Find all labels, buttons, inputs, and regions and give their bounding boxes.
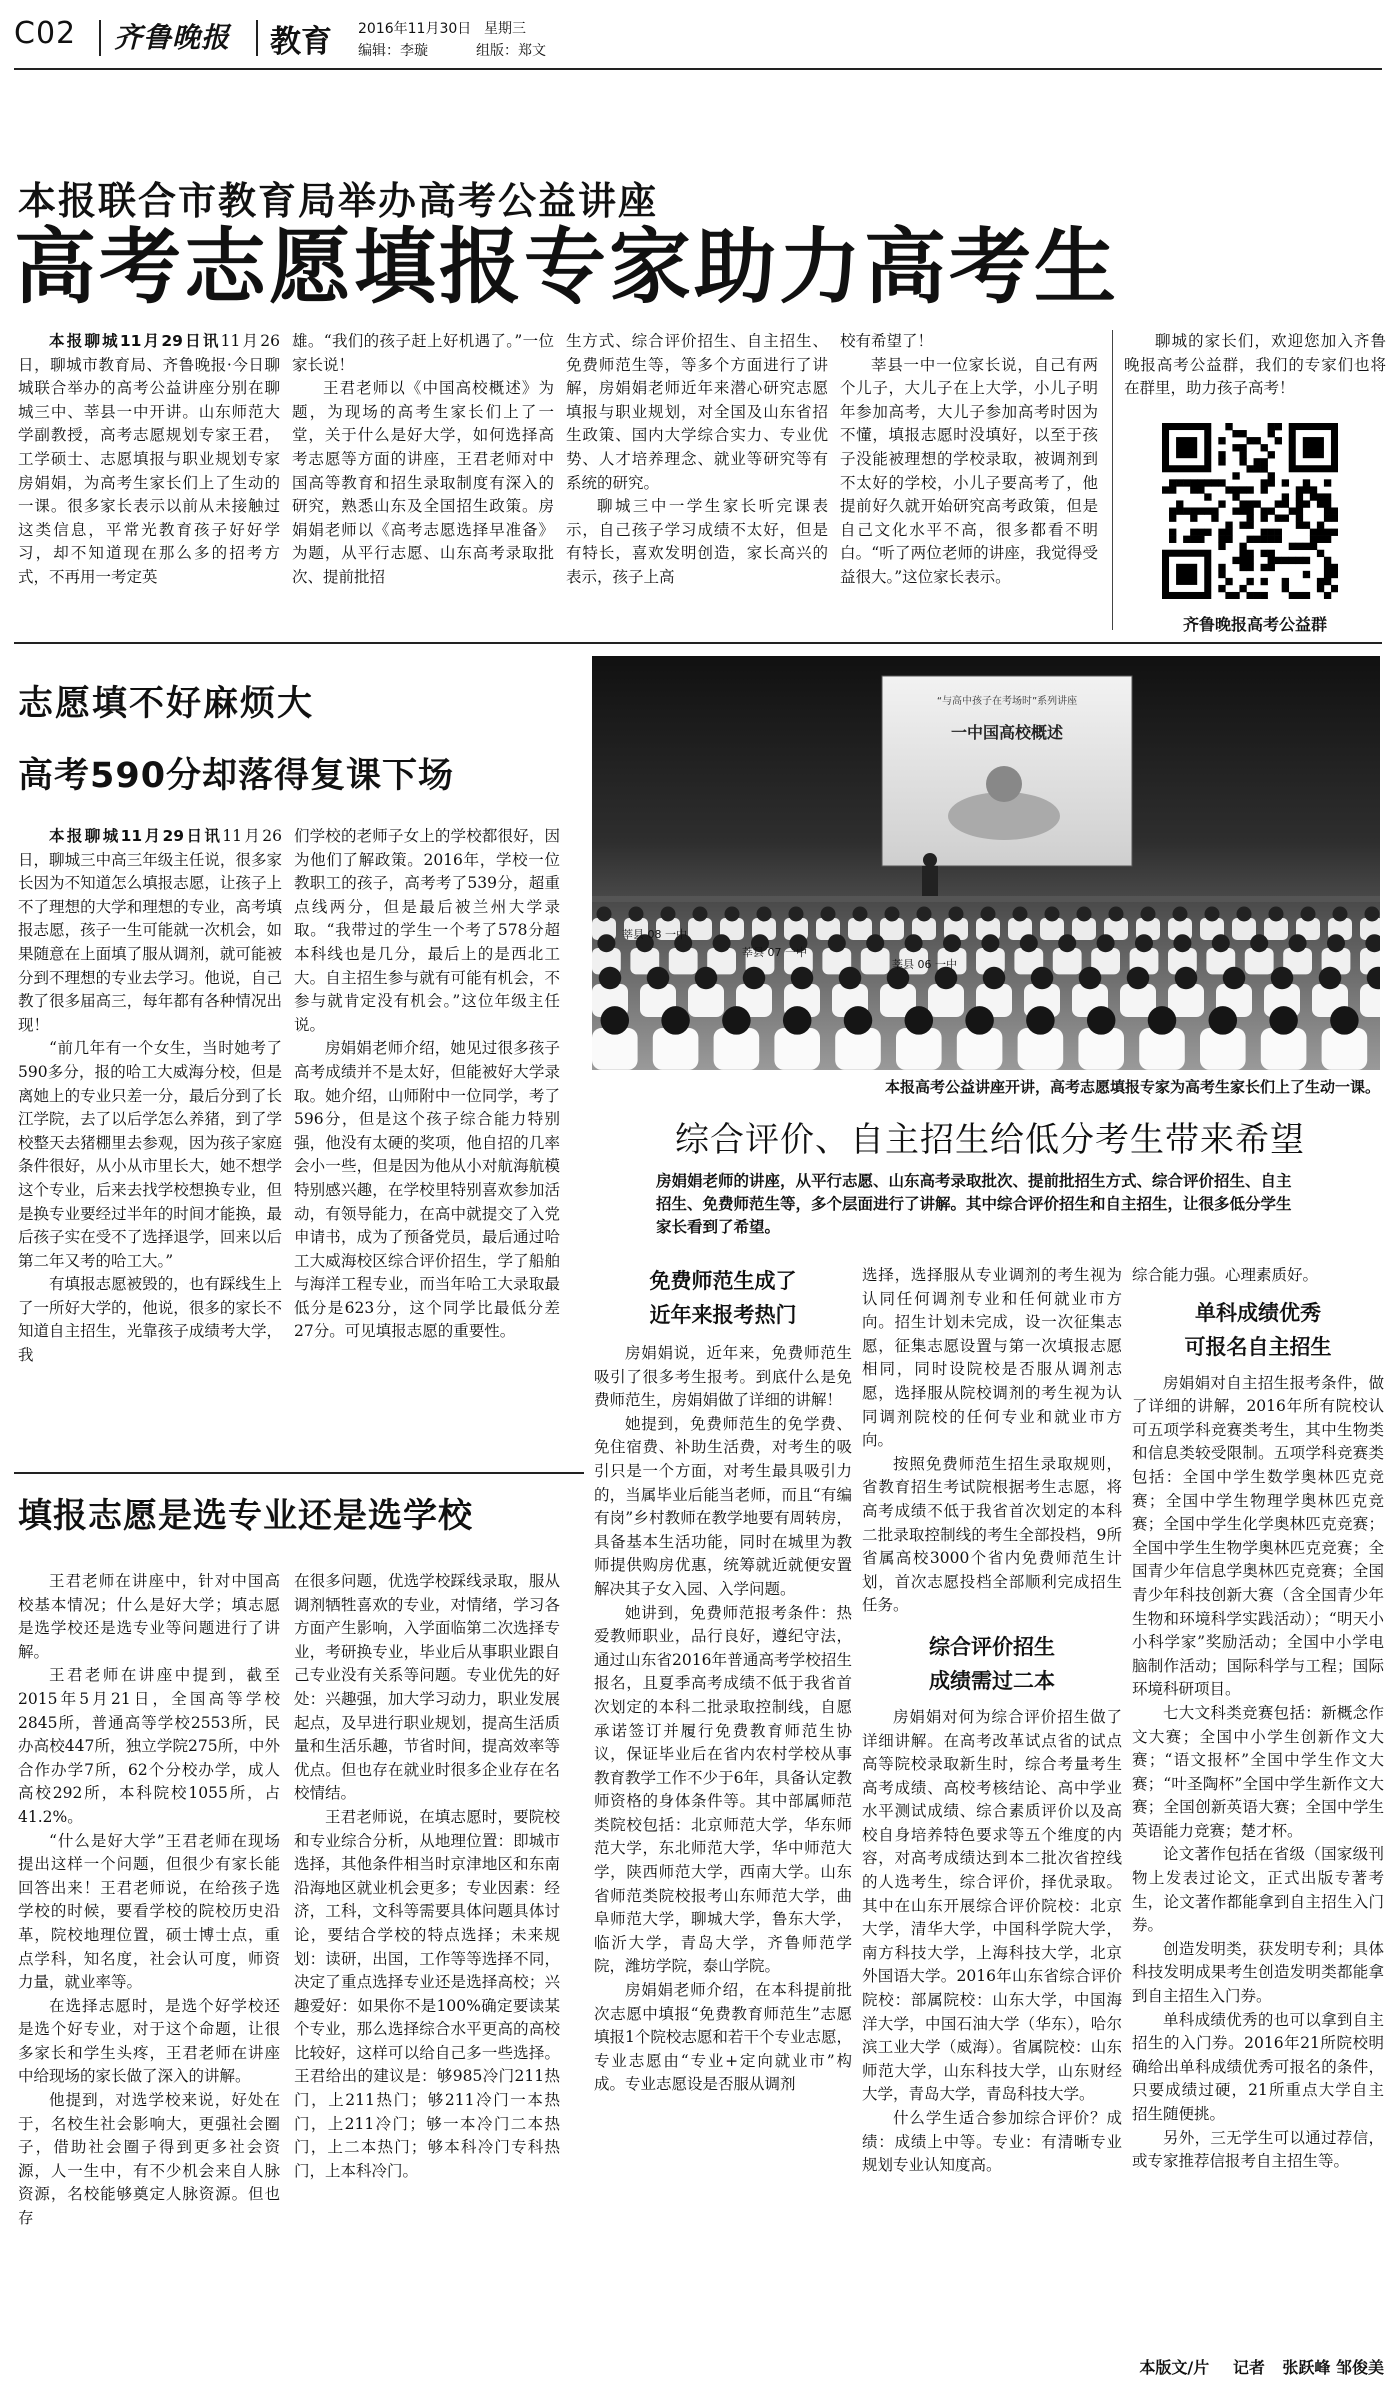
- story4-paragraph: 王君老师说，在填志愿时，要院校和专业综合分析，从地理位置：即城市选择，其他条件相当时京津地区和东南沿海地区就业机会更多；专业因素：经济，工科，文科等需要具体问题具体讨论，要结合学校的特点选择；未来规划：读研，出国，工作等等选择不同，决定了重点选择专业还是选择高校；兴趣爱好：如果你不是100%确定要读某个专业，那么选择综合水平更高的高校比较好，这样可以给自己多一些选择。王君给出的建议是：够985冷门211热门，上211热门；够211冷门一本热门，上211冷门；够一本冷门二本热门，上二本热门；够本科冷门专科热门，上本科冷门。: [294, 1807, 560, 2180]
- subhead-comprehensive: 综合评价招生 成绩需过二本: [929, 1634, 1055, 1693]
- lead-col-3: [566, 330, 828, 630]
- column-divider: [1112, 330, 1113, 630]
- lead-paragraph: 校有希望了！: [840, 332, 934, 350]
- lead-paragraph: 雄。“我们的孩子赶上好机遇了。”一位家长说！: [292, 332, 554, 374]
- story3-paragraph: 论文著作包括在省级（国家级刊物上发表过论文，正式出版专著考生，论文著作都能拿到自主招生入门券。: [1132, 1845, 1384, 1935]
- story3-paragraph: 按照免费师范生招生录取规则，省教育招生考试院根据考生志愿，将高考成绩不低于我省首次划定的本科二批录取控制线的考生全部投档，9所省属高校3000个省内免费师范生计划，首次志愿投档全部顺利完成招生任务。: [862, 1454, 1122, 1615]
- story2-paragraph: 11月26日，聊城三中高三年级主任说，很多家长因为不知道怎么填报志愿，让孩子上不了理想的大学和理想的专业，高考填报志愿，孩子一生可能就一次机会，如果随意在上面填了服从调剂，就可能被分到不理想的专业去学习。他说，自己教了很多届高三，每年都有各种情况出现！: [18, 827, 282, 1034]
- story3-paragraph: 另外，三无学生可以通过荐信，或专家推荐信报考自主招生等。: [1132, 2128, 1384, 2171]
- qr-code: [1162, 423, 1338, 599]
- story2-col-1: [18, 825, 282, 1525]
- section-rule: [14, 642, 1382, 644]
- story3-paragraph: 选择，选择服从专业调剂的考生视为认同任何调剂专业和任何就业市方向。招生计划未完成，设一次征集志愿，征集志愿设置与第一次填报志愿相同，同时设院校是否服从调剂志愿，选择服从院校调剂的考生视为认同调剂院校的任何专业和就业市方向。: [862, 1266, 1122, 1450]
- qr-intro-text: 聊城的家长们，欢迎您加入齐鲁晚报高考公益群，我们的专家们也将在群里，助力孩子高考！: [1124, 332, 1386, 398]
- issue-date: 2016年11月30日: [358, 21, 472, 37]
- lecture-photo: [592, 656, 1380, 1070]
- story2-headline-2: 高考590分却落得复课下场: [18, 756, 455, 796]
- story3-col-c: [1132, 1264, 1384, 2344]
- story3-col-b: [862, 1264, 1122, 2384]
- story4-paragraph: 王君老师在讲座中，针对中国高校基本情况；什么是好大学；填志愿是选学校还是选专业等问题进行了讲解。: [18, 1572, 280, 1661]
- story4-col-1: [18, 1570, 280, 2380]
- story3-paragraph: 单科成绩优秀的也可以拿到自主招生的入门券。2016年21所院校明确给出单科成绩优秀可报名的条件，只要成绩过硬，21所重点大学自主招生随便挑。: [1132, 2010, 1384, 2123]
- screen-title: “与高中孩子在考场时”系列讲座: [936, 696, 1078, 707]
- story4-paragraph: 他提到，对选学校来说，好处在于，名校生社会影响大，更强社会圈子，借助社会圈子得到更多社会资源，人一生中，有不少机会来自人脉资源，名校能够奠定人脉资源。但也存: [18, 2091, 280, 2228]
- story4-rule: [14, 1472, 584, 1474]
- story3-paragraph: 房娟娟对自主招生报考条件，做了详细的讲解，2016年所有院校认可五项学科竞赛类考生，其中生物类和信息类较受限制。五项学科竞赛类包括：全国中学生数学奥林匹克竞赛；全国中学生物理学奥林匹克竞赛；全国中学生化学奥林匹克竞赛；全国中学生生物学奥林匹克竞赛；全国青少年信息学奥林匹克竞赛；全国青少年科技创新大赛（含全国青少年生物和环境科学实践活动）；“明天小小科学家”奖励活动；全国中小学电脑制作活动；国际科学与工程；国际环境科研项目。: [1132, 1373, 1384, 1699]
- lecture-hall-illustration: [592, 656, 1380, 1070]
- lead-headline: 高考志愿填报专家助力高考生: [14, 220, 1120, 315]
- story4-headline: 填报志愿是选专业还是选学校: [18, 1496, 473, 1536]
- seat-tag: 莘县 06 一中: [892, 958, 957, 971]
- story3-paragraph: 什么学生适合参加综合评价？成绩：成绩上中等。专业：有清晰专业规划专业认知度高。: [862, 2109, 1122, 2175]
- masthead-divider: [99, 20, 101, 56]
- lead-kicker: 本报联合市教育局举办高考公益讲座: [18, 179, 659, 223]
- story3-paragraph: 房娟娟对何为综合评价招生做了详细讲解。在高考改革试点省的试点高等院校录取新生时，综合考量考生高考成绩、高校考核结论、高中学业水平测试成绩、综合素质评价以及高校自身培养特色要求等五个维度的内容，对高考成绩达到本二批次省控线的人选考生，综合评价，择优录取。其中在山东开展综合评价院校：北京大学，清华大学，中国科学院大学，南方科技大学，上海科技大学，北京外国语大学。2016年山东省综合评价院校：部属院校：山东大学，中国海洋大学，中国石油大学（华东），哈尔滨工业大学（威海）。省属院校：山东师范大学，山东科技大学，山东财经大学，青岛大学，青岛科技大学。: [862, 1707, 1122, 2104]
- story3-paragraph: 房娟娟老师介绍，在本科提前批次志愿中填报“免费教育师范生”志愿填报1个院校志愿和若干个专业志愿，专业志愿由“专业+定向就业市”构成。专业志愿设是否服从调剂: [594, 1981, 852, 2094]
- speaker-figure: [922, 866, 938, 900]
- masthead: [14, 8, 1384, 70]
- story2-paragraph: 们学校的老师子女上的学校都很好，因为他们了解政策。2016年，学校一位教职工的孩子，高考考了539分，超重点线两分，但是最后被兰州大学录取。“我带过的学生一个考了578分超本科线也是几分，最后上的是西北工大。自主招生参与就有可能有机会，不参与就肯定没有机会。”这位年级主任说。: [294, 827, 560, 1034]
- story3-paragraph: 她讲到，免费师范报考条件：热爱教师职业，品行良好，遵纪守法，通过山东省2016年普通高考学校招生报名，且夏季高考成绩不低于我省首次划定的本科二批录取控制线，自愿承诺签订并履行免费教育师范生协议，保证毕业后在省内农村学校从事教育教学工作不少于6年，具备认定教师资格的身体条件等。其中部属师范类院校包括：北京师范大学，华东师范大学，东北师范大学，华中师范大学，陕西师范大学，西南大学。山东省师范类院校报考山东师范大学，曲阜师范大学，聊城大学，鲁东大学，临沂大学，青岛大学，齐鲁师范学院，潍坊学院，泰山学院。: [594, 1603, 852, 1976]
- qr-intro: [1124, 330, 1386, 426]
- masthead-rule: [14, 68, 1382, 70]
- lead-col-2: [292, 330, 554, 630]
- lead-paragraph: 聊城三中一学生家长听完课表示，自己孩子学习成绩不太好，但是有特长，喜欢发明创造，家长高兴的表示，孩子上高: [566, 497, 828, 586]
- seat-tag: 莘县 08 一中: [622, 928, 687, 941]
- subhead-free-teacher: 免费师范生成了 近年来报考热门: [649, 1269, 797, 1327]
- byline: [1040, 2355, 1384, 2378]
- story2-col-2: [294, 825, 560, 1525]
- seat-tag: 莘县 07 一中: [742, 946, 807, 959]
- story3-paragraph: 创造发明类，获发明专利；具体科技发明成果考生创造发明类都能拿到自主招生入门券。: [1132, 1939, 1384, 2006]
- lead-col-4: [840, 330, 1098, 630]
- page-number: C02: [14, 16, 77, 51]
- byline-label: 本版文/片: [1139, 2358, 1210, 2377]
- story2-paragraph: 有填报志愿被毁的，也有踩线生上了一所好大学的，他说，很多的家长不知道自主招生，光靠孩子成绩考大学，我: [18, 1275, 282, 1365]
- story2-headline-1: 志愿填不好麻烦大: [18, 684, 315, 724]
- lead-dateline: 本报聊城11月29日讯: [49, 332, 221, 350]
- story3-headline: 综合评价、自主招生给低分考生带来希望: [675, 1120, 1305, 1160]
- story2-paragraph: “前几年有一个女生，当时她考了590多分，报的哈工大威海分校，但是离她上的专业只差一分，最后分到了长江学院，去了以后学怎么养猪，到了学校整天去猪棚里去参观，因为孩子家庭条件很好，从小从市里长大，她不想学这个专业，后来去找学校想换专业，但是换专业要经过半年的时间才能换，最后孩子实在受不了选择退学，回来以后第二年又考的哈工大。”: [18, 1039, 282, 1270]
- story3-lede: 房娟娟老师的讲座，从平行志愿、山东高考录取批次、提前批招生方式、综合评价招生、自主招生、免费师范生等，多个层面进行了讲解。其中综合评价招生和自主招生，让很多低分学生家长看到了希望。: [656, 1172, 1292, 1236]
- lead-paragraph: 生方式、综合评价招生、自主招生、免费师范生等，等多个方面进行了讲解，房娟娟老师近年来潜心研究志愿填报与职业规划，对全国及山东省招生政策、国内大学综合实力、专业优势、人才培养理念、就业等研究等有系统的研究。: [566, 332, 828, 492]
- story3-paragraph: 七大文科类竞赛包括：新概念作文大赛；全国中小学生创新作文大赛；“语文报杯”全国中学生作文大赛；“叶圣陶杯”全国中学生新作文大赛；全国创新英语大赛；全国中学生英语能力竞赛；楚才杯。: [1132, 1703, 1384, 1840]
- section-name: 教育: [270, 24, 332, 60]
- lead-paragraph: 11月26日，聊城市教育局、齐鲁晚报·今日聊城联合举办的高考公益讲座分别在聊城三中、莘县一中开讲。山东师范大学副教授，高考志愿规划专家王君，工学硕士、志愿填报与职业规划专家房娟娟，为高考生家长们上了生动的一课。很多家长表示以前从未接触过这类信息，平常光教育孩子好好学习，却不知道现在那么多的招考方式，不再用一考定英: [18, 332, 280, 586]
- subhead-independent: 单科成绩优秀 可报名自主招生: [1184, 1300, 1332, 1359]
- byline-reporters: 张跃峰 邹俊美: [1282, 2358, 1384, 2377]
- masthead-divider-2: [256, 20, 258, 56]
- story3-paragraph: 她提到，免费师范生的免学费、免住宿费、补助生活费，对考生的吸引只是一个方面，对考生最具吸引力的，当属毕业后能当老师，而且“有编有岗”乡村教师在教学地要有周转房，具备基本生活功能，同时在城里为教师提供购房优惠，统筹就近就便安置解决其子女入园、入学问题。: [594, 1414, 852, 1598]
- story2-paragraph: 房娟娟老师介绍，她见过很多孩子高考成绩并不是太好，但能被好大学录取。她介绍，山师附中一位同学，考了596分，但是这个孩子综合能力特别强，他没有太硬的奖项，他自招的几率会小一些，但是因为他从小对航海航模特别感兴趣，在学校里特别喜欢参加活动，有领导能力，在高中就提交了入党申请书，成为了预备党员，最后通过哈工大威海校区综合评价招生，学了船舶与海洋工程专业，而当年哈工大录取最低分是623分，这个同学比最低分差27分。可见填报志愿的重要性。: [294, 1039, 560, 1341]
- designer-credit: 组版：郑文: [476, 43, 546, 59]
- story4-paragraph: “什么是好大学”王君老师在现场提出这样一个问题，但很少有家长能回答出来！王君老师说，在给孩子选学校的时候，要看学校的院校历史沿革，院校地理位置，硕士博士点，重点学科，知名度，社会认可度，师资力量，就业率等。: [18, 1831, 280, 1992]
- issue-weekday: 星期三: [484, 21, 526, 37]
- story4-paragraph: 在选择志愿时，是选个好学校还是选个好专业，对于这个命题，让很多家长和学生头疼，王君老师在讲座中给现场的家长做了深入的讲解。: [18, 1996, 280, 2086]
- story3-paragraph: 综合能力强。心理素质好。: [1132, 1266, 1319, 1284]
- screen-subtitle: 一中国高校概述: [950, 723, 1064, 742]
- story4-paragraph: 王君老师在讲座中提到，截至2015年5月21日，全国高等学校2845所，普通高等学校2553所，民办高校447所，独立学院275所，中外合作办学7所，62个分校办学，成人高校292所，本科院校1055所，占41.2%。: [18, 1666, 280, 1826]
- qr-caption: 齐鲁晚报高考公益群: [1182, 615, 1327, 634]
- lead-paragraph: 莘县一中一位家长说，自己有两个儿子，大儿子在上大学，小儿子明年参加高考，大儿子参加高考时因为不懂，填报志愿时没填好，以至于孩子没能被理想的学校录取，被调剂到不太好的学校，小儿子要高考了，他提前好久就开始研究高考政策，但是自己文化水平不高，很多都看不明白。“听了两位老师的讲座，我觉得受益很大。”这位家长表示。: [840, 355, 1098, 586]
- byline-reporter-label: 记者: [1232, 2358, 1265, 2377]
- photo-caption: 本报高考公益讲座开讲，高考志愿填报专家为高考生家长们上了生动一课。: [884, 1078, 1380, 1096]
- story4-paragraph: 在很多问题，优选学校踩线录取，服从调剂牺牲喜欢的专业，对情绪，学习各方面产生影响，入学面临第二次选择专业，考研换专业，毕业后从事职业跟自己专业没有关系等问题。专业优先的好处：兴趣强，加大学习动力，职业发展起点，及早进行职业规划，提高生活质量和生活乐趣，节省时间，提高效率等优点。但也存在就业时很多企业存在名校情结。: [294, 1572, 560, 1803]
- story3-col-a: [594, 1264, 852, 2384]
- story4-col-2: [294, 1570, 560, 2380]
- story3-paragraph: 房娟娟说，近年来，免费师范生吸引了很多考生报考。到底什么是免费师范生，房娟娟做了详细的讲解！: [594, 1344, 852, 1410]
- paper-logo: 齐鲁晚报: [114, 21, 231, 54]
- lead-col-1: [18, 330, 280, 630]
- lead-paragraph: 王君老师以《中国高校概述》为题，为现场的高考生家长们上了一堂，关于什么是好大学，如何选择高考志愿等方面的讲座，王君老师对中国高等教育和招生录取制度有深入的研究，熟悉山东及全国招生政策。房娟娟老师以《高考志愿选择早准备》为题，从平行志愿、山东高考录取批次、提前批招: [292, 379, 554, 586]
- editor-credit: 编辑：李璇: [358, 43, 428, 59]
- story2-dateline: 本报聊城11月29日讯: [49, 827, 223, 845]
